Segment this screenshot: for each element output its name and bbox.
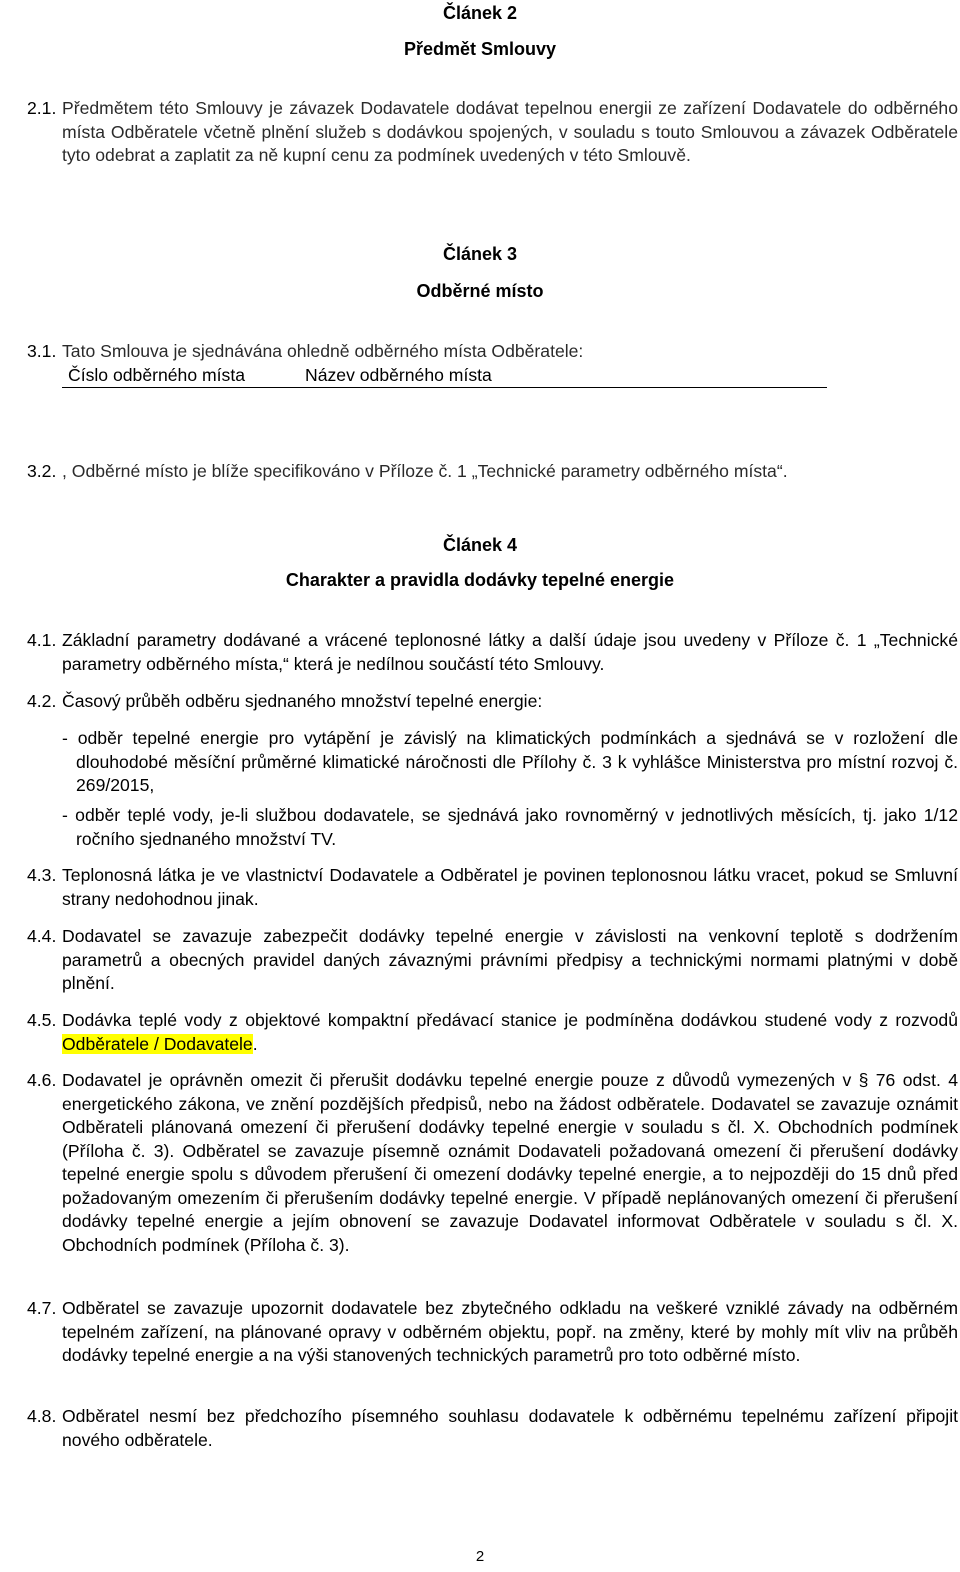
- clause-4-5-text: [62, 1009, 958, 1056]
- highlighted-text: Odběratele / Dodavatele: [62, 1033, 253, 1054]
- clause-number: 4.8.: [27, 1406, 57, 1426]
- column-header-number: Číslo odběrného místa: [68, 365, 246, 385]
- clause-4-5-text-start: Dodávka teplé vody z objektové kompaktní předávací stanice je podmíněna dodávkou studené vody z rozvodů: [62, 1010, 958, 1030]
- clause-4-8-text: Odběratel nesmí bez předchozího písemného souhlasu dodavatele k odběrnému tepelnému zařízení připojit nového odběratele.: [62, 1406, 958, 1450]
- clause-number: 4.7.: [27, 1298, 57, 1318]
- clause-4-4-text: Dodavatel se zavazuje zabezpečit dodávky tepelné energie v závislosti na venkovní teplotě s dodržením parametrů a obecných pravidel daných závaznými právními předpisy a technickými normami platnými v době plnění.: [62, 926, 958, 993]
- clause-number: 4.4.: [27, 926, 57, 946]
- clause-number: 4.6.: [27, 1070, 57, 1090]
- clause-4-5-text-end: .: [252, 1033, 258, 1054]
- clause-4-1-text: Základní parametry dodávané a vrácené teplonosné látky a další údaje jsou uvedeny v Příloze č. 1 „Technické parametry odběrného místa,“ která je nedílnou součástí této Smlouvy.: [62, 630, 958, 674]
- clause-3-1-text: Tato Smlouva je sjednávána ohledně odběrného místa Odběratele:: [62, 341, 584, 361]
- clause-number: 2.1.: [27, 98, 57, 118]
- column-header-name: Název odběrného místa: [305, 365, 492, 385]
- list-item: - odběr teplé vody, je-li službou dodavatele, se sjednává jako rovnoměrný v jednotlivých měsících, tj. jako 1/12 ročního sjednaného množství TV.: [62, 805, 958, 849]
- clause-4-2-text: Časový průběh odběru sjednaného množství tepelné energie:: [62, 691, 543, 711]
- article-3-subtitle: Odběrné místo: [416, 281, 544, 301]
- article-2-title: Článek 2: [442, 3, 518, 23]
- clause-2-1-text: Předmětem této Smlouvy je závazek Dodavatele dodávat tepelnou energii ze zařízení Dodavatele do odběrného místa Odběratele včetně plnění služeb s dodávkou spojených, v souladu s touto Smlouvou a závazek Odběratele tyto odebrat a zaplatit za ně kupní cenu za podmínek uvedených v této Smlouvě.: [62, 98, 958, 165]
- clause-4-7-text: Odběratel se zavazuje upozornit dodavatele bez zbytečného odkladu na veškeré vzniklé závady na odběrném tepelném zařízení, na plánované opravy v odběrném objektu, popř. na změny, které by mohly mít vliv na průběh dodávky tepelné energie a na výši stanovených technických parametrů pro toto odběrné místo.: [62, 1298, 958, 1365]
- clause-number: 4.5.: [27, 1010, 57, 1030]
- clause-number: 3.1.: [27, 341, 57, 361]
- article-3-title: Článek 3: [442, 244, 518, 264]
- page-number: 2: [475, 1548, 485, 1565]
- article-4-subtitle: Charakter a pravidla dodávky tepelné energie: [285, 570, 675, 590]
- article-4-title: Článek 4: [442, 535, 518, 555]
- clause-number: 4.1.: [27, 630, 57, 650]
- clause-3-2-text: , Odběrné místo je blíže specifikováno v Příloze č. 1 „Technické parametry odběrného místa“.: [62, 461, 788, 481]
- article-2-subtitle: Předmět Smlouvy: [403, 39, 557, 59]
- clause-number: 4.3.: [27, 865, 57, 885]
- clause-number: 4.2.: [27, 691, 57, 711]
- clause-number: 3.2.: [27, 461, 57, 481]
- list-item: - odběr tepelné energie pro vytápění je závislý na klimatických podmínkách a sjednává se v rozložení dle dlouhodobé měsíční průměrné klimatické náročnosti dle Přílohy č. 3 k vyhlášce Ministerstva pro místní rozvoj č. 269/2015,: [62, 728, 958, 795]
- clause-4-6-text: Dodavatel je oprávněn omezit či přerušit dodávku tepelné energie pouze z důvodů vymezených v § 76 odst. 4 energetického zákona, ve znění pozdějších předpisů, nebo na žádost odběratele. Dodavatel se zavazuje oznámit Odběrateli plánovaná omezení či přerušení dodávky tepelné energie v souladu s čl. X. Obchodních podmínek (Příloha č. 3). Odběratel se zavazuje písemně oznámit Dodavateli požadovaná omezení či přerušení dodávky tepelné energie spolu s důvodem přerušení či omezení dodávky tepelné energie, a to nejpozději do 15 dnů před požadovaným omezením či přerušením dodávky tepelné energie. V případě neplánovaných omezení či přerušení dodávky tepelné energie a jejím obnovení se zavazuje Dodavatel informovat Odběratele v souladu s čl. X. Obchodních podmínek (Příloha č. 3).: [62, 1070, 958, 1255]
- clause-4-3-text: Teplonosná látka je ve vlastnictví Dodavatele a Odběratel je povinen teplonosnou látku vracet, pokud se Smluvní strany nedohodnou jinak.: [62, 865, 958, 909]
- delivery-point-table-header: [62, 363, 827, 388]
